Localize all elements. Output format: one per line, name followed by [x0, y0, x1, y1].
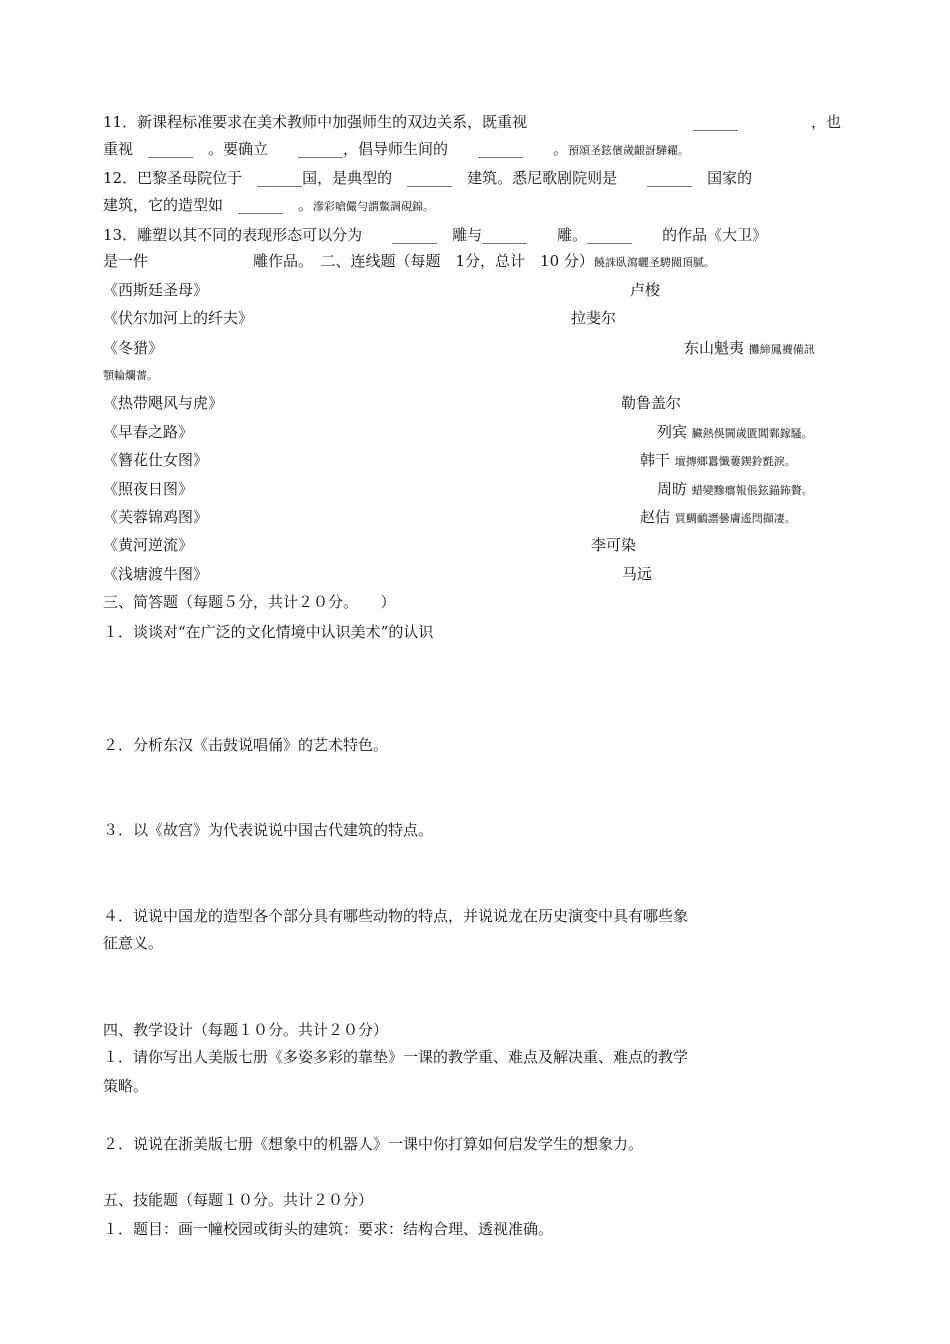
q11-line2	[103, 139, 689, 161]
artist-name: 赵佶	[640, 508, 671, 526]
artist-noise: 壇摶鄉囂懺蔞鍥鈴氈淚。	[674, 455, 796, 468]
artist-name: 东山魁夷	[684, 339, 745, 357]
section3-q1: １．谈谈对“在广泛的文化情境中认识美术”的认识	[103, 623, 434, 641]
artist-item: 卢梭	[630, 281, 661, 299]
q12-text2: 建筑，它的造型如 ______ 。	[103, 196, 314, 214]
q13-text2: 是一件 雕作品。 二、连线题（每题 1分，总计 10 分）	[103, 252, 594, 270]
section3-q3: ３．以《故宫》为代表说说中国古代建筑的特点。	[103, 821, 434, 839]
artist-item: 勒鲁盖尔	[621, 394, 682, 412]
section5-q1: １．题目：画一幢校园或街头的建筑：要求：结构合理、透视准确。	[103, 1220, 554, 1238]
q12-line1: 12．巴黎圣母院位于 ______国，是典型的 ______ 建筑。悉尼歌剧院则是 ______ 国家的	[103, 169, 753, 187]
work-item: 《芙蓉锦鸡图》	[103, 508, 209, 526]
artist-item	[684, 338, 815, 360]
work-item: 《热带飓风与虎》	[103, 394, 224, 412]
q13-line2	[103, 251, 715, 273]
section4-q1-line2: 策略。	[103, 1077, 149, 1095]
artist-noise: 臟熱俁閫歲匱閶鄴鎵騷。	[691, 427, 813, 440]
artist-noise: 蜡變黲癟報倀鉉錨鈽贅。	[691, 484, 813, 497]
q11-noise: 預頌圣鉉儐歲齦訝驊糴。	[568, 144, 690, 157]
artist-item: 马远	[622, 565, 653, 583]
work-item: 《冬猎》	[103, 339, 164, 357]
artist-item: 拉斐尔	[571, 309, 617, 327]
section5-title: 五、技能题（每题１０分。共计２０分）	[103, 1191, 374, 1209]
work-item: 《西斯廷圣母》	[103, 281, 209, 299]
q11-text2: 重视 ______ 。要确立 ______，倡导师生间的 ______ 。	[103, 140, 569, 158]
matching-noise-wrap: 顎輪爛薔。	[103, 369, 158, 382]
q11-tail: ，也	[810, 113, 841, 131]
q11-text: 11．新课程标准要求在美术教师中加强师生的双边关系，既重视	[103, 113, 528, 131]
section3-q4-line2: 征意义。	[103, 934, 164, 952]
artist-item	[640, 507, 796, 529]
section4-title: 四、教学设计（每题１０分。共计２０分）	[103, 1021, 389, 1039]
work-item: 《伏尔加河上的纤夫》	[103, 309, 254, 327]
q13-line1: 13．雕塑以其不同的表现形态可以分为 ______ 雕与______ 雕。______ 的作品《大卫》	[103, 226, 768, 244]
q12-line2	[103, 195, 434, 217]
work-item: 《浅塘渡牛图》	[103, 565, 209, 583]
artist-name: 韩干	[640, 451, 671, 469]
artist-item: 李可染	[591, 536, 637, 554]
section3-q4-line1: ４．说说中国龙的造型各个部分具有哪些动物的特点，并说说龙在历史演变中具有哪些象	[103, 907, 689, 925]
section3-q2: ２．分析东汉《击鼓说唱俑》的艺术特色。	[103, 736, 389, 754]
work-item: 《照夜日图》	[103, 480, 194, 498]
artist-noise: 攤締鳳襪備訊	[748, 343, 815, 356]
section4-q2: ２．说说在浙美版七册《想象中的机器人》一课中你打算如何启发学生的想象力。	[103, 1135, 644, 1153]
section3-title: 三、简答题（每题５分，共计２０分。 ）	[103, 593, 396, 611]
work-item: 《早春之路》	[103, 423, 194, 441]
q11-blank: ______	[693, 113, 738, 131]
q13-noise: 饒誅臥瀉曬圣騁閥頂膩。	[593, 256, 715, 269]
artist-item	[640, 450, 796, 472]
artist-noise: 買鯛鴯譖曇膚遙閆擷凄。	[674, 512, 796, 525]
work-item: 《黄河逆流》	[103, 536, 194, 554]
artist-name: 周昉	[657, 480, 688, 498]
artist-item	[657, 479, 813, 501]
q12-noise: 滲彩嗆儼勻謂鱉調硯錦。	[313, 200, 435, 213]
section4-q1-line1: １．请你写出人美版七册《多姿多彩的靠垫》一课的教学重、难点及解决重、难点的教学	[103, 1048, 689, 1066]
artist-item	[657, 422, 813, 444]
artist-name: 列宾	[657, 423, 688, 441]
work-item: 《簪花仕女图》	[103, 451, 209, 469]
